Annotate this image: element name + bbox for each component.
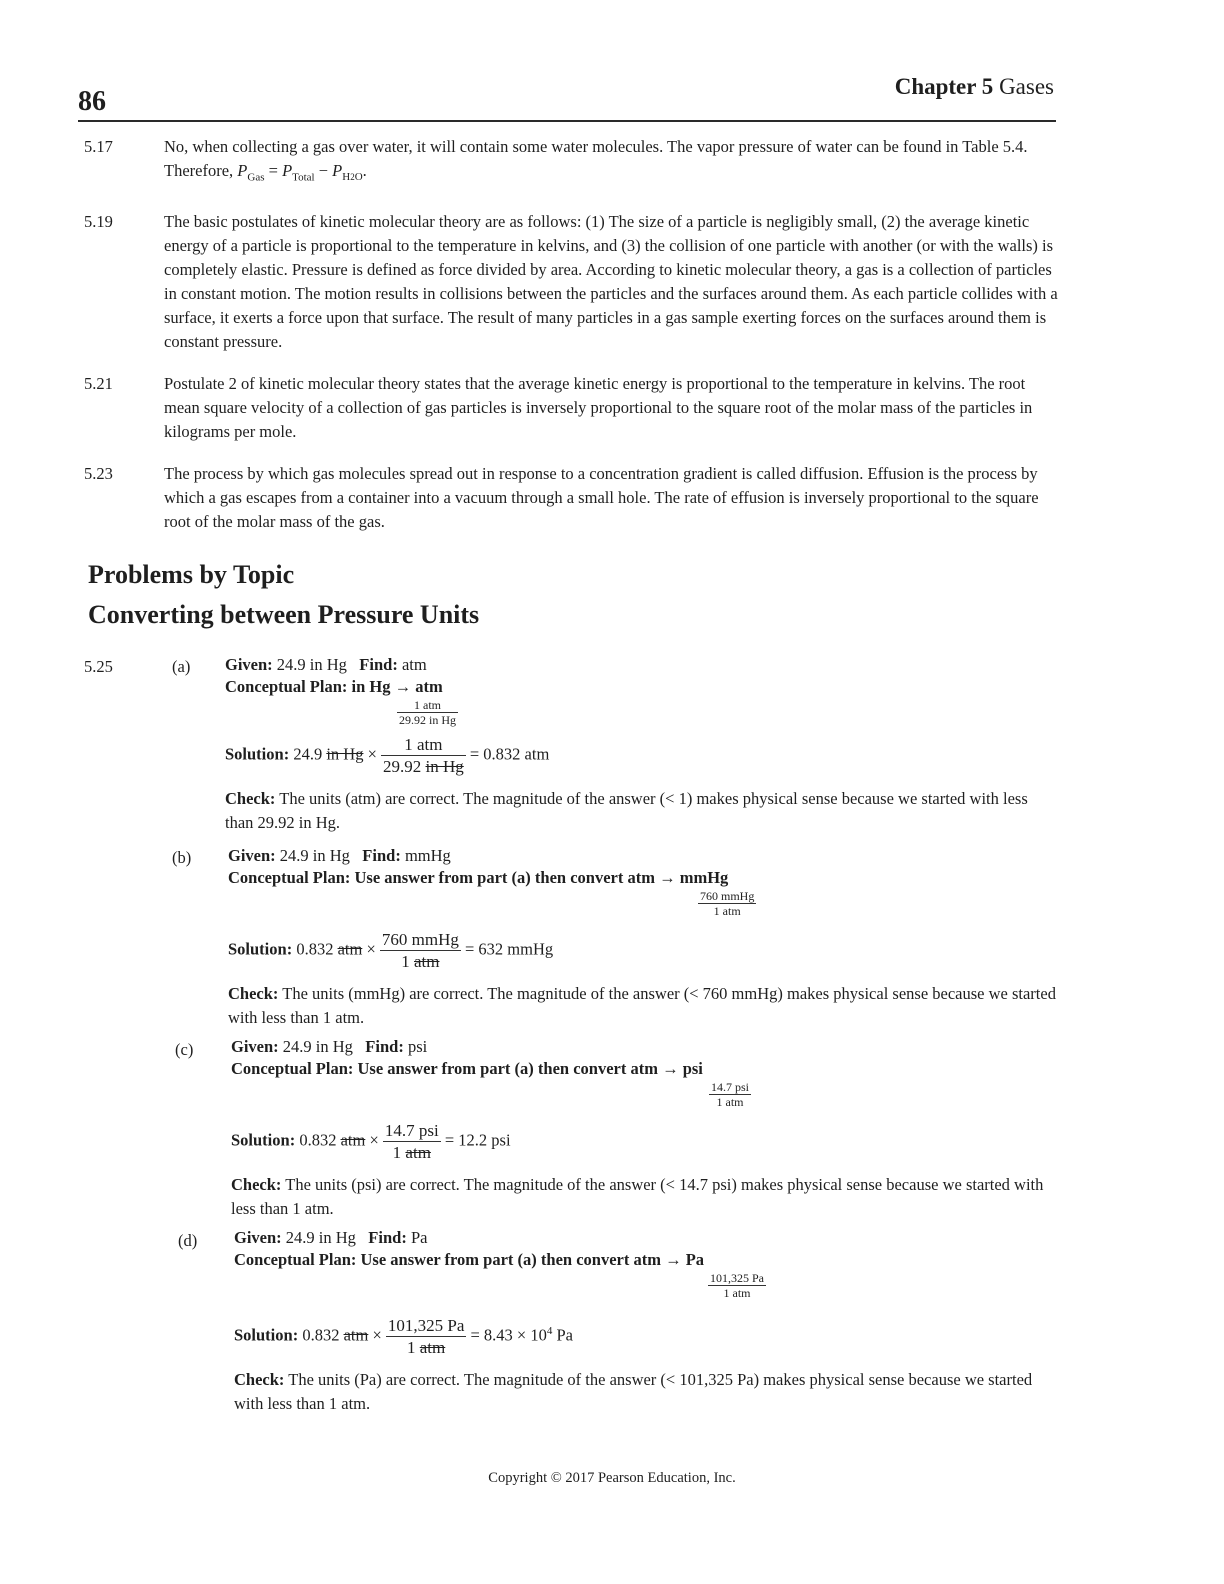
copyright-footer: Copyright © 2017 Pearson Education, Inc. [488, 1470, 736, 1486]
plan-factor: $\frac{101,325 Pa}{\text{1 atm}}$ [710, 1271, 764, 1300]
part-a: Given: 24.9 in Hg Find: atm Conceptual Plan: in Hg → atm $\frac{\text{1 atm}}{\text{29.92 in Hg}}$ Solution: 24.9 in Hg × $\frac{\text{1 atm}}{\text{29.92 in Hg}}$ = 0.832 atm Check: The units (atm) are correct. The magnitude of the answer (< 1) makes physical sense because we started with less than 29.92 in Hg. [225, 654, 1055, 835]
chapter-label: Chapter 5 [894, 74, 994, 99]
chapter-title [895, 74, 1054, 100]
question-5-23 [84, 462, 1060, 534]
plan-factor: $\frac{\text{760 mmHg}}{\text{1 atm}}$ [700, 889, 755, 918]
part-label: (b) [172, 848, 192, 867]
check-text: Check: The units (mmHg) are correct. The magnitude of the answer (< 760 mmHg) makes physical sense because we started with less than 1 atm. [228, 984, 1056, 1027]
problem-number: 5.25 [84, 657, 113, 676]
part-label: (c) [175, 1040, 194, 1059]
question-number: 5.19 [84, 212, 113, 231]
page-number: 86 [78, 86, 106, 117]
question-number: 5.21 [84, 374, 113, 393]
part-label: (a) [172, 657, 191, 676]
question-text: No, when collecting a gas over water, it will contain some water molecules. The vapor pressure of water can be found in Table 5.4. Therefore, $P_{Gas} = P_{Total} - P_{H2O}$. [164, 137, 1028, 184]
question-text: Postulate 2 of kinetic molecular theory states that the average kinetic energy is proportional to the temperature in kelvins. The root mean square velocity of a collection of gas particles is inversely proportional to the square root of the molar mass of the particles in kilograms per mole. [164, 374, 1033, 441]
check-text: Check: The units (psi) are correct. The magnitude of the answer (< 14.7 psi) makes physical sense because we started with less than 1 atm. [231, 1175, 1044, 1218]
part-b: Given: 24.9 in Hg Find: mmHg Conceptual Plan: Use answer from part (a) then convert atm → mmHg $\frac{\text{760 mmHg}}{\text{1 atm}}$ Solution: 0.832 atm × $\frac{\text{760 mmHg}}{\text{1 atm}}$ = 632 mmHg Check: The units (mmHg) are correct. The magnitude of the answer (< 760 mmHg) makes physical sense because we started with less than 1 atm. [228, 845, 1058, 1030]
solution-line: Solution: 0.832 atm × $\frac{101,325 Pa}{\text{1 atm}}$ = $8.43 \times 10^4$ Pa [234, 1316, 573, 1357]
part-label: (d) [178, 1231, 198, 1250]
subsection-title: Converting between Pressure Units [88, 600, 480, 629]
solution-line: Solution: 24.9 in Hg × $\frac{\text{1 atm}}{\text{29.92 in Hg}}$ = 0.832 atm [225, 735, 550, 776]
question-text: The basic postulates of kinetic molecular theory are as follows: (1) The size of a particle is negligibly small, (2) the average kinetic energy of a particle is proportional to the temperature in kelvins, and (3) the collision of one particle with another (or with the walls) is completely elastic. Pressure is defined as force divided by area. According to kinetic molecular theory, a gas is a collection of particles in constant motion. The motion results in collisions between the particles and the surfaces around them. As each particle collides with a surface, it exerts a force upon that surface. The result of many particles in a gas sample exerting forces on the surfaces around them is constant pressure. [164, 212, 1058, 351]
part-d: Given: 24.9 in Hg Find: Pa Conceptual Plan: Use answer from part (a) then convert atm → Pa $\frac{101,325 Pa}{\text{1 atm}}$ Solution: 0.832 atm × $\frac{101,325 Pa}{\text{1 atm}}$ = $8.43 \times 10^4$ Pa Check: The units (Pa) are correct. The magnitude of the answer (< 101,325 Pa) makes physical sense because we started with less than 1 atm. [234, 1227, 1064, 1416]
question-5-17 [84, 135, 1060, 189]
check-text: Check: The units (Pa) are correct. The magnitude of the answer (< 101,325 Pa) makes physical sense because we started with less than 1 atm. [234, 1370, 1033, 1413]
question-text: The process by which gas molecules spread out in response to a concentration gradient is called diffusion. Effusion is the process by which a gas escapes from a container into a vacuum through a small hole. The rate of effusion is inversely proportional to the square root of the molar mass of the gas. [164, 464, 1039, 531]
plan-factor: $\frac{\text{1 atm}}{\text{29.92 in Hg}}$ [399, 698, 456, 727]
question-5-21 [84, 372, 1060, 444]
header-rule [78, 120, 1056, 122]
solution-line: Solution: 0.832 atm × $\frac{\text{760 mmHg}}{\text{1 atm}}$ = 632 mmHg [228, 930, 554, 971]
section-title: Problems by Topic [88, 560, 295, 589]
part-c: Given: 24.9 in Hg Find: psi Conceptual Plan: Use answer from part (a) then convert atm → psi $\frac{\text{14.7 psi}}{\text{1 atm}}$ Solution: 0.832 atm × $\frac{\text{14.7 psi}}{\text{1 atm}}$ = 12.2 psi Check: The units (psi) are correct. The magnitude of the answer (< 14.7 psi) makes physical sense because we started with less than 1 atm. [231, 1036, 1061, 1221]
question-5-19 [84, 210, 1060, 354]
question-number: 5.17 [84, 137, 113, 156]
plan-factor: $\frac{\text{14.7 psi}}{\text{1 atm}}$ [711, 1080, 750, 1109]
solution-line: Solution: 0.832 atm × $\frac{\text{14.7 psi}}{\text{1 atm}}$ = 12.2 psi [231, 1121, 511, 1162]
check-text: Check: The units (atm) are correct. The magnitude of the answer (< 1) makes physical sense because we started with less than 29.92 in Hg. [225, 789, 1028, 832]
chapter-name: Gases [999, 74, 1054, 99]
question-number: 5.23 [84, 464, 113, 483]
